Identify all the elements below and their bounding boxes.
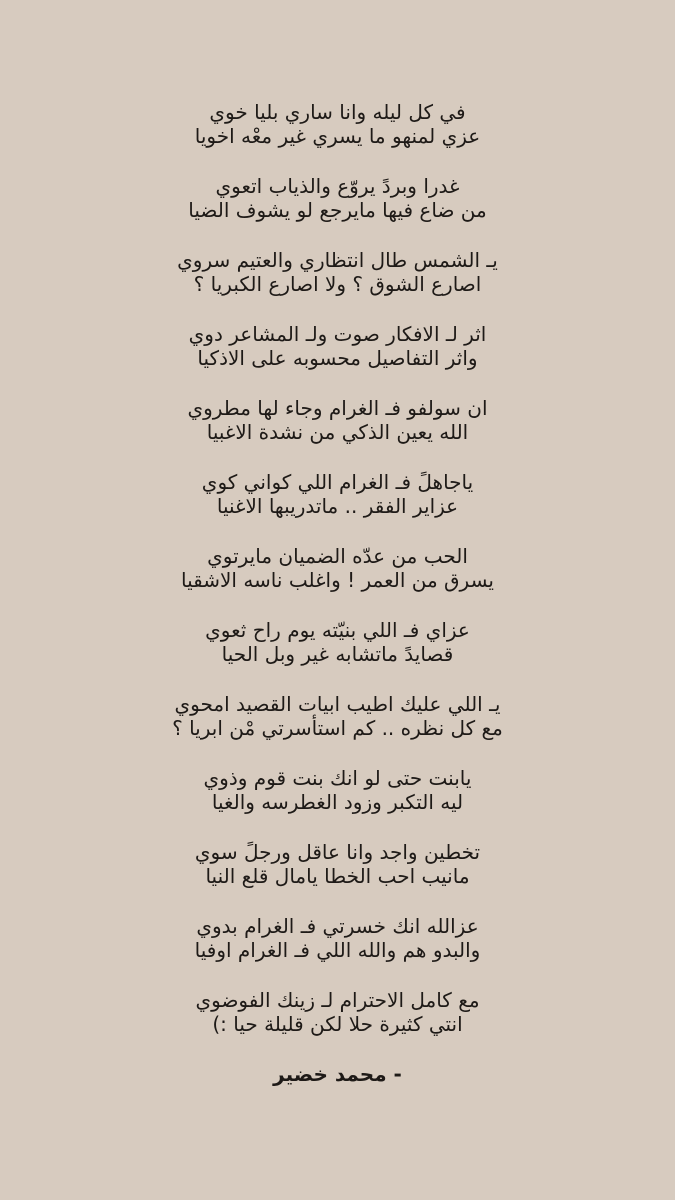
poem-line: ياجاهلً فـ الغرام اللي كواني كوي <box>201 470 474 494</box>
stanza <box>0 248 675 296</box>
stanza <box>0 396 675 444</box>
poem-line: ان سولفو فـ الغرام وجاء لها مطروي <box>187 396 488 420</box>
stanza <box>0 470 675 518</box>
poem-line: عزاي فـ اللي بنيّته يوم راح ثعوي <box>205 618 470 642</box>
poem-line: والبدو هم والله اللي فـ الغرام اوفيا <box>194 938 481 962</box>
stanza <box>0 174 675 222</box>
poem-line: عزالله انك خسرتي فـ الغرام بدوي <box>196 914 479 938</box>
poem-line: مع كامل الاحترام لـ زينك الفوضوي <box>195 988 480 1012</box>
poem-line: واثر التفاصيل محسوبه على الاذكيا <box>197 346 478 370</box>
poem-line: ليه التكبر وزود الغطرسه والغيا <box>211 790 464 814</box>
stanza <box>0 766 675 814</box>
poem-line: يابنت حتى لو انك بنت قوم وذوي <box>203 766 472 790</box>
poem-line: عزاير الفقر .. ماتدريبها الاغنيا <box>216 494 459 518</box>
stanza <box>0 322 675 370</box>
poem-line: يـ الشمس طال انتظاري والعتيم سروي <box>177 248 498 272</box>
poem-line: اثر لـ الافكار صوت ولـ المشاعر دوي <box>188 322 487 346</box>
stanza <box>0 544 675 592</box>
poem-line: في كل ليله وانا ساري بليا خوي <box>209 100 466 124</box>
stanza <box>0 840 675 888</box>
poem-line: انتي كثيرة حلا لكن قليلة حيا :) <box>212 1012 463 1036</box>
poem-line: غدرا وبردً يروّع والذياب اتعوي <box>215 174 460 198</box>
poem-line: قصايدً ماتشابه غير وبل الحيا <box>221 642 454 666</box>
poem-line: يسرق من العمر ! واغلب ناسه الاشقيا <box>181 568 494 592</box>
stanza <box>0 692 675 740</box>
poem-line: الحب من عدّه الضميان مايرتوي <box>207 544 468 568</box>
author-signature: - محمد خضير <box>273 1062 402 1086</box>
poem-line: اصارع الشوق ؟ ولا اصارع الكبريا ؟ <box>193 272 482 296</box>
poem-line: من ضاع فيها مايرجع لو يشوف الضيا <box>188 198 487 222</box>
poem-line: تخطين واجد وانا عاقل ورجلً سوي <box>194 840 481 864</box>
poem-line: الله يعين الذكي من نشدة الاغبيا <box>206 420 469 444</box>
poem-line: مع كل نظره .. كم استأسرتي مْن ابريا ؟ <box>172 716 503 740</box>
poem <box>0 100 675 1086</box>
poem-line: مانيب احب الخطا يامال قلع النيا <box>205 864 470 888</box>
stanza <box>0 914 675 962</box>
stanza <box>0 100 675 148</box>
stanza <box>0 988 675 1036</box>
poem-line: يـ اللي عليك اطيب ابيات القصيد امحوي <box>174 692 501 716</box>
stanza <box>0 618 675 666</box>
poem-line: عزي لمنهو ما يسري غير معْه اخويا <box>194 124 481 148</box>
